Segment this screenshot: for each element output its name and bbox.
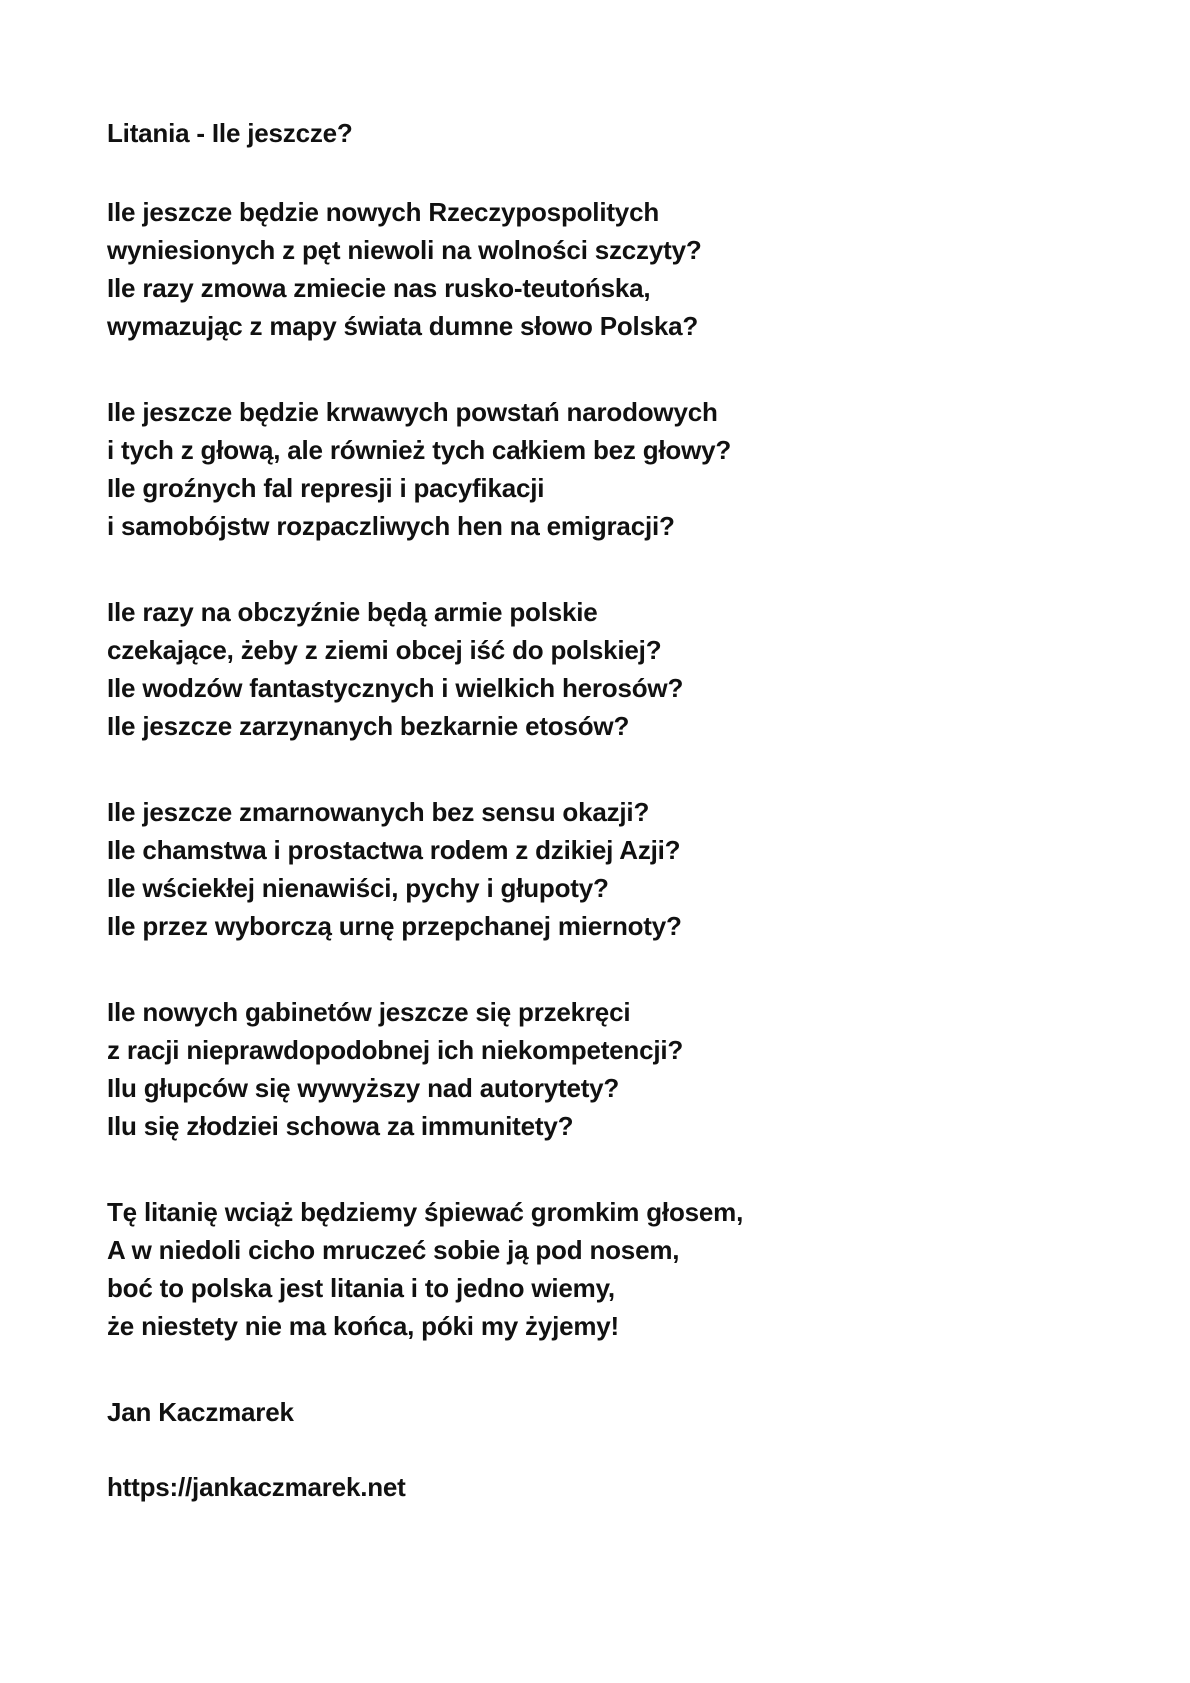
poem-line: wymazując z mapy świata dumne słowo Polska? — [107, 311, 699, 341]
poem-line: Ile nowych gabinetów jeszcze się przekręci — [107, 997, 631, 1027]
poem-line: Ile wodzów fantastycznych i wielkich herosów? — [107, 673, 684, 703]
poem-stanza-3 — [107, 593, 1130, 745]
poem-line: wyniesionych z pęt niewoli na wolności szczyty? — [107, 235, 702, 265]
poem-line: Ile jeszcze zarzynanych bezkarnie etosów? — [107, 711, 630, 741]
poem-stanza-4 — [107, 793, 1130, 945]
poem-stanza-2 — [107, 393, 1130, 545]
author-name: Jan Kaczmarek — [107, 1397, 294, 1427]
poem-content — [107, 114, 1130, 1506]
poem-line: A w niedoli cicho mruczeć sobie ją pod nosem, — [107, 1235, 680, 1265]
poem-stanza-1 — [107, 193, 1130, 345]
poem-title: Litania - Ile jeszcze? — [107, 118, 353, 148]
poem-line: Ile jeszcze będzie krwawych powstań narodowych — [107, 397, 718, 427]
poem-stanza-6 — [107, 1193, 1130, 1345]
poem-line: Ile groźnych fal represji i pacyfikacji — [107, 473, 545, 503]
poem-line: Ile jeszcze zmarnowanych bez sensu okazji? — [107, 797, 650, 827]
poem-line: z racji nieprawdopodobnej ich niekompetencji? — [107, 1035, 684, 1065]
poem-line: boć to polska jest litania i to jedno wiemy, — [107, 1273, 615, 1303]
poem-stanza-5 — [107, 993, 1130, 1145]
poem-line: Ile razy na obczyźnie będą armie polskie — [107, 597, 598, 627]
poem-line: Tę litanię wciąż będziemy śpiewać gromkim głosem, — [107, 1197, 744, 1227]
website-url: https://jankaczmarek.net — [107, 1472, 406, 1502]
poem-line: Ile razy zmowa zmiecie nas rusko-teutońska, — [107, 273, 651, 303]
poem-line: Ile jeszcze będzie nowych Rzeczypospolitych — [107, 197, 660, 227]
poem-line: że niestety nie ma końca, póki my żyjemy! — [107, 1311, 620, 1341]
poem-line: i samobójstw rozpaczliwych hen na emigracji? — [107, 511, 675, 541]
poem-line: Ilu głupców się wywyższy nad autorytety? — [107, 1073, 620, 1103]
poem-line: Ilu się złodziei schowa za immunitety? — [107, 1111, 574, 1141]
poem-line: Ile przez wyborczą urnę przepchanej miernoty? — [107, 911, 682, 941]
poem-line: Ile chamstwa i prostactwa rodem z dzikiej Azji? — [107, 835, 681, 865]
poem-line: i tych z głową, ale również tych całkiem bez głowy? — [107, 435, 732, 465]
poem-line: Ile wściekłej nienawiści, pychy i głupoty? — [107, 873, 609, 903]
poem-line: czekające, żeby z ziemi obcej iść do polskiej? — [107, 635, 662, 665]
